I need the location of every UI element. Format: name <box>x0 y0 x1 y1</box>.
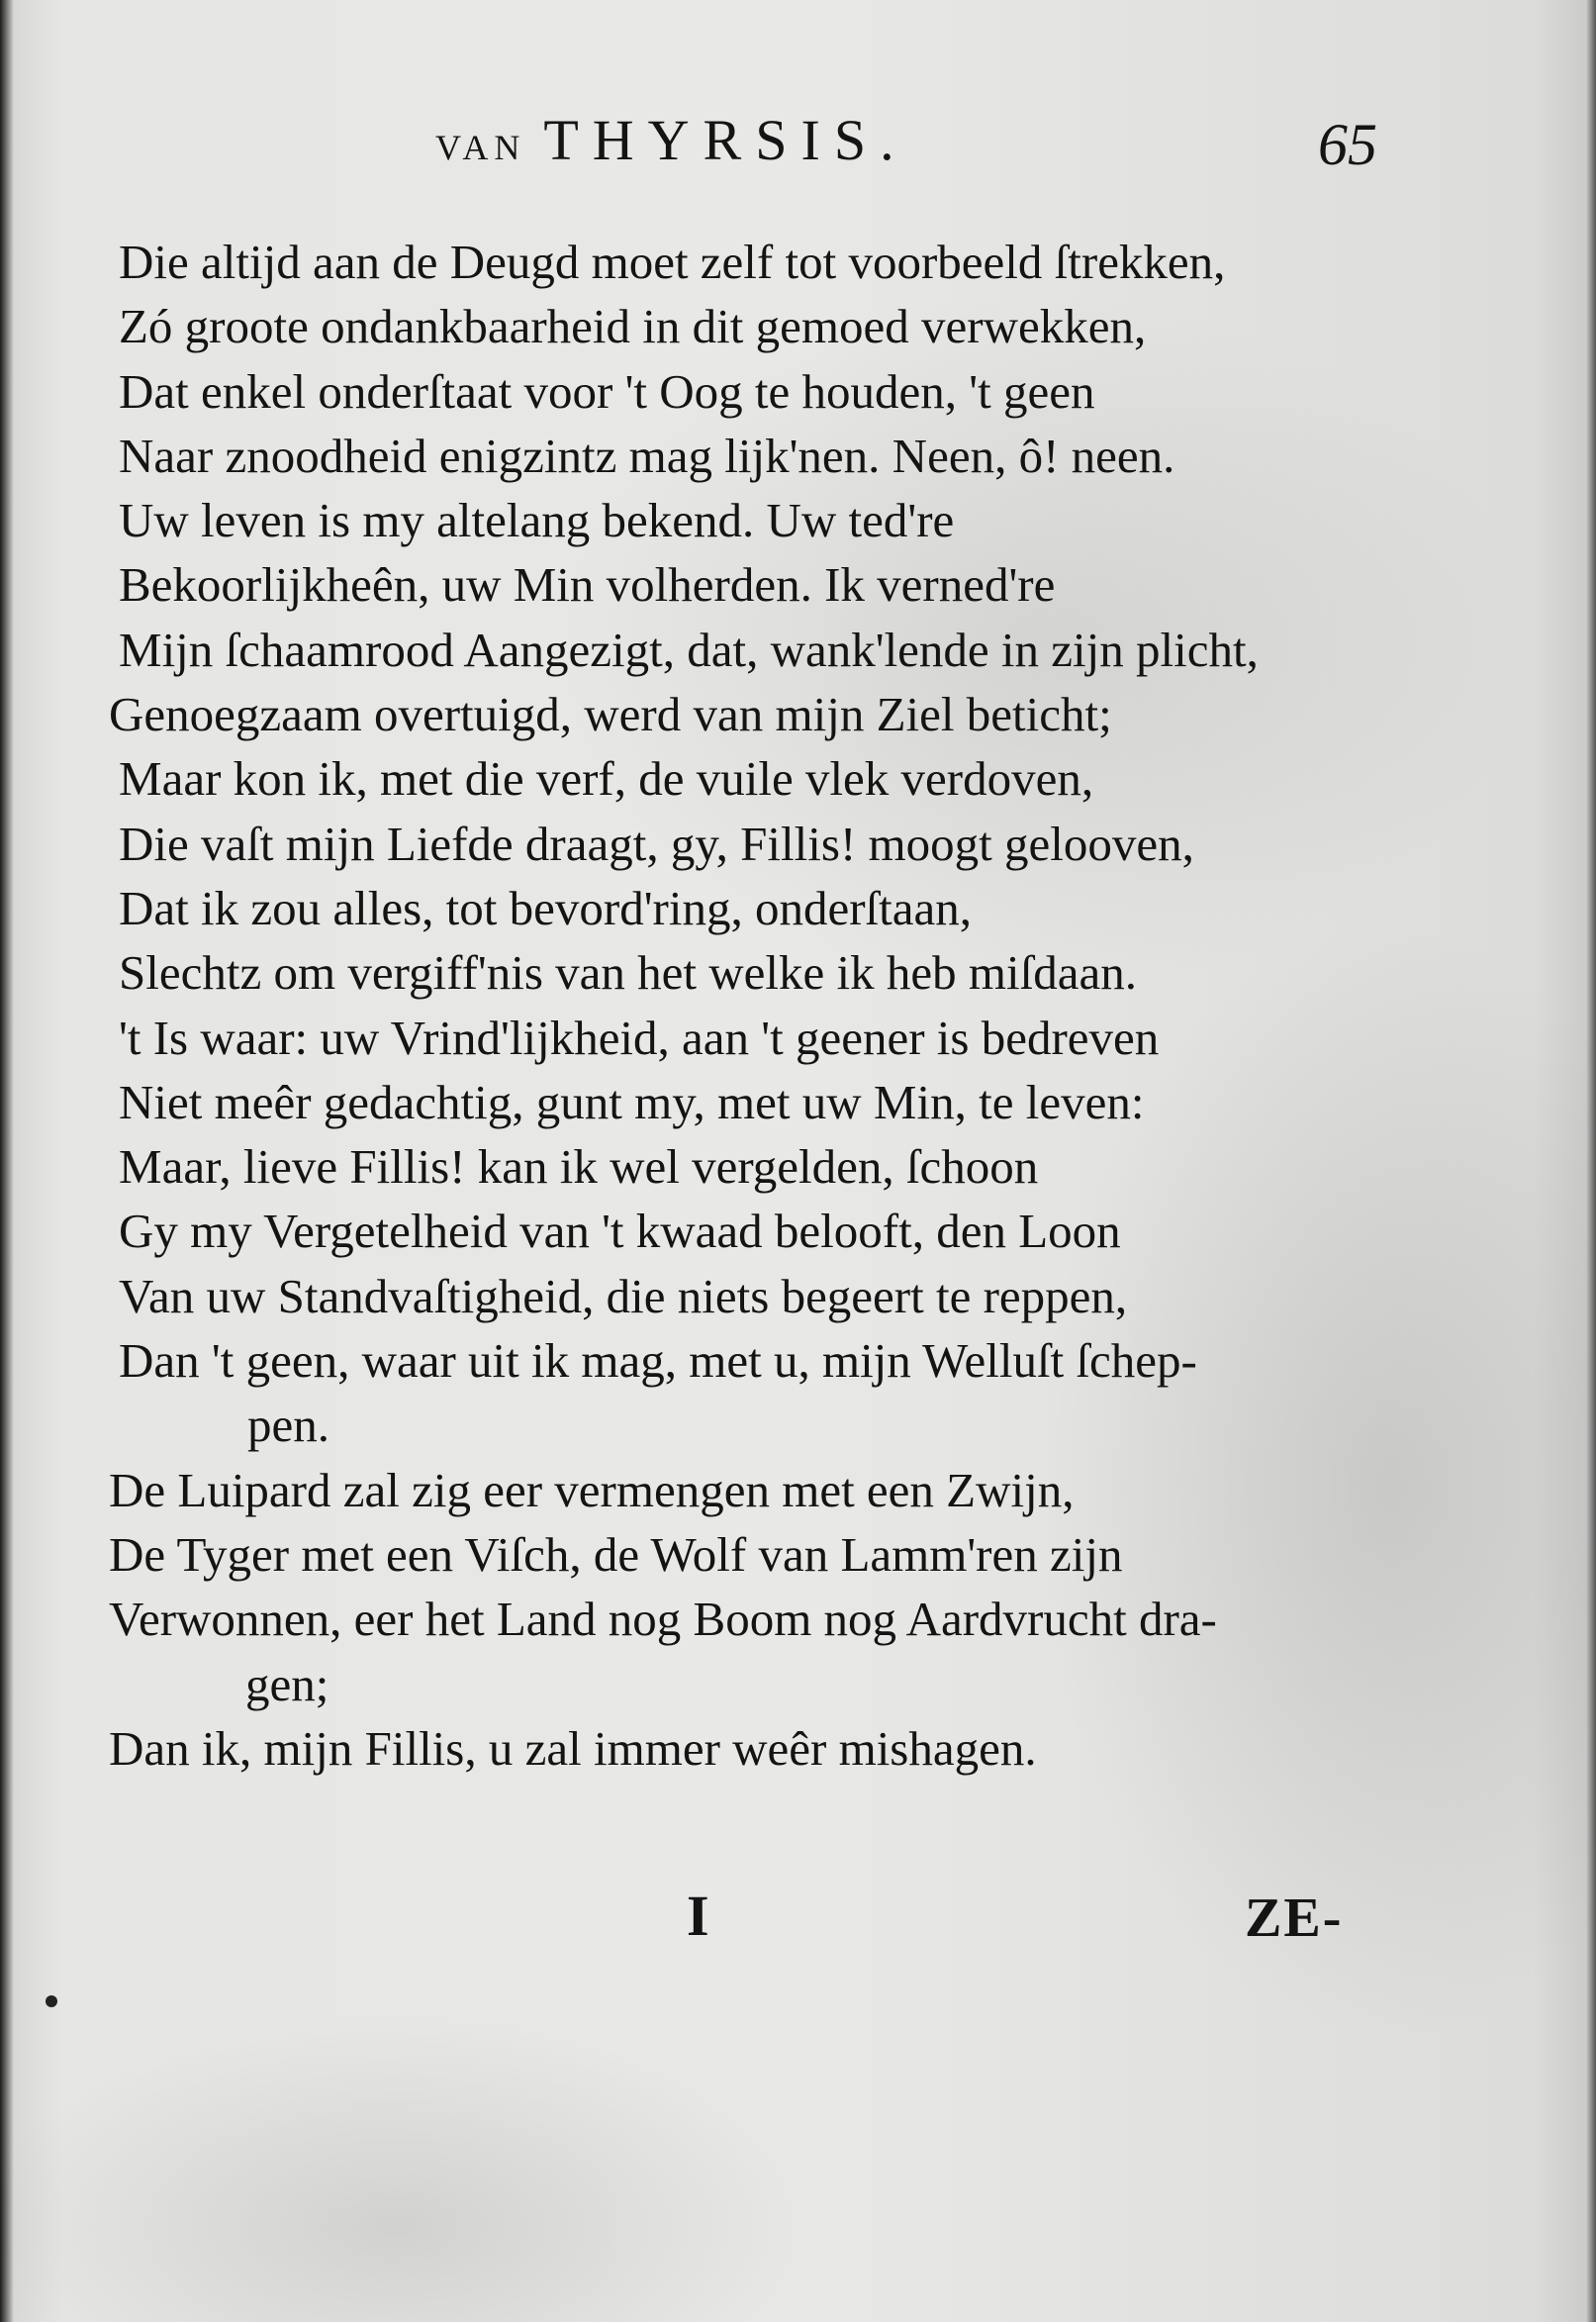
verse-line-continuation: gen; <box>245 1656 329 1711</box>
verse-line: Dat ik zou alles, tot bevord'ring, onderſtaan, <box>119 880 972 935</box>
verse-line: Verwonnen, eer het Land nog Boom nog Aardvrucht dra- <box>109 1592 1217 1647</box>
verse-line: Zó groote ondankbaarheid in dit gemoed verwekken, <box>119 299 1147 354</box>
page-edge-shadow <box>0 0 14 2322</box>
verse-line: Niet meêr gedachtig, gunt my, met uw Min, te leven: <box>119 1074 1145 1129</box>
running-head-title: THYRSIS. <box>543 108 908 172</box>
catchword: ZE- <box>1245 1887 1344 1949</box>
running-head <box>435 107 908 173</box>
verse-line: Genoegzaam overtuigd, werd van mijn Ziel beticht; <box>109 687 1112 742</box>
verse-line: Dan ik, mijn Fillis, u zal immer weêr mishagen. <box>109 1720 1037 1776</box>
verse-line: De Tyger met een Viſch, de Wolf van Lamm'ren zijn <box>109 1526 1123 1582</box>
verse-line: Maar kon ik, met die verf, de vuile vlek verdoven, <box>119 751 1094 807</box>
verse-line: Van uw Standvaſtigheid, die niets begeert te reppen, <box>119 1268 1128 1323</box>
running-head-prefix: VAN <box>435 128 526 167</box>
verse-line: 't Is waar: uw Vrind'lijkheid, aan 't geener is bedreven <box>119 1010 1160 1065</box>
page-number: 65 <box>1318 112 1377 177</box>
verse-line: Gy my Vergetelheid van 't kwaad belooft, den Loon <box>119 1204 1121 1259</box>
verse-line: Naar znoodheid enigzintz mag lijk'nen. Neen, ô! neen. <box>119 428 1175 483</box>
verse-line: Die vaſt mijn Liefde draagt, gy, Fillis! moogt gelooven, <box>119 816 1194 871</box>
verse-line: Maar, lieve Fillis! kan ik wel vergelden, ſchoon <box>119 1139 1039 1195</box>
verse-line: Dan 't geen, waar uit ik mag, met u, mijn Welluſt ſchep- <box>119 1333 1197 1389</box>
verse-line: Mijn ſchaamrood Aangezigt, dat, wank'lende in zijn plicht, <box>119 622 1259 677</box>
verse-line: Bekoorlijkheên, uw Min volherden. Ik verned're <box>119 557 1056 613</box>
verse-line: Dat enkel onderſtaat voor 't Oog te houden, 't geen <box>119 363 1095 419</box>
verse-line: Uw leven is my altelang bekend. Uw ted're <box>119 493 955 548</box>
page-edge-shadow <box>1586 0 1596 2322</box>
verse-line: Slechtz om vergiff'nis van het welke ik heb miſdaan. <box>119 945 1137 1001</box>
verse-line: De Luipard zal zig eer vermengen met een Zwijn, <box>109 1462 1075 1517</box>
ink-speck <box>46 1995 57 2007</box>
signature-mark: I <box>687 1884 709 1948</box>
verse-line-continuation: pen. <box>247 1398 329 1453</box>
poem-text <box>109 230 1395 1781</box>
verse-line: Die altijd aan de Deugd moet zelf tot voorbeeld ſtrekken, <box>119 235 1226 289</box>
